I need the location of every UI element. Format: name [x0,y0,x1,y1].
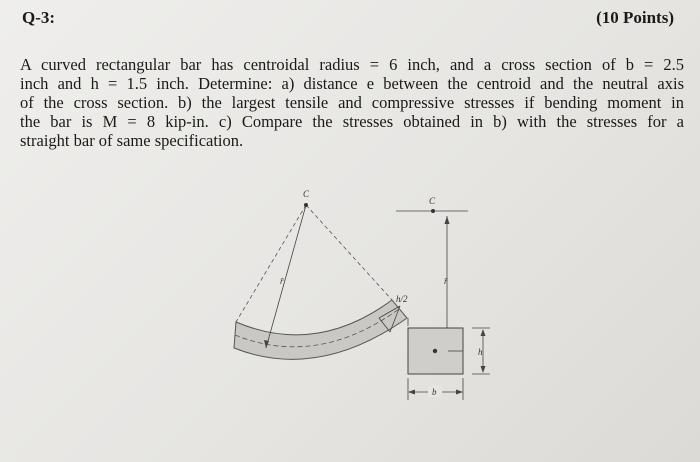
width-label: b [432,387,437,397]
half-height-label: h/2 [396,294,408,304]
curved-bar-figure [196,178,496,418]
section-centroid [433,349,437,353]
problem-line-5: straight bar of same specification. [20,131,244,150]
points-label: (10 Points) [596,8,674,27]
question-number: Q-3: [22,8,56,27]
center-label-curved: C [303,189,310,199]
radius-label-curved: r̄ [280,276,284,286]
height-label: h [478,347,483,357]
curved-bar-diagram [196,178,496,418]
radius-label-section: r̄ [444,276,448,286]
problem-line-3: of the cross section. b) the largest tensile and compressive stresses if bending moment in [20,93,684,112]
center-point-section [431,209,435,213]
radius-line-centroid [266,205,306,348]
curved-bar-shape [234,300,407,359]
problem-line-1: A curved rectangular bar has centroidal radius = 6 inch, and a cross section of b = 2.5 [20,55,684,74]
center-point-curved [304,203,308,207]
problem-line-2: inch and h = 1.5 inch. Determine: a) distance e between the centroid and the neutral axis [20,74,684,93]
problem-line-4: the bar is M = 8 kip-in. c) Compare the stresses obtained in b) with the stresses for a [20,112,684,131]
radius-line-right [306,205,392,300]
center-label-section: C [429,196,436,206]
radius-line-left [236,205,306,322]
problem-statement [20,55,684,150]
